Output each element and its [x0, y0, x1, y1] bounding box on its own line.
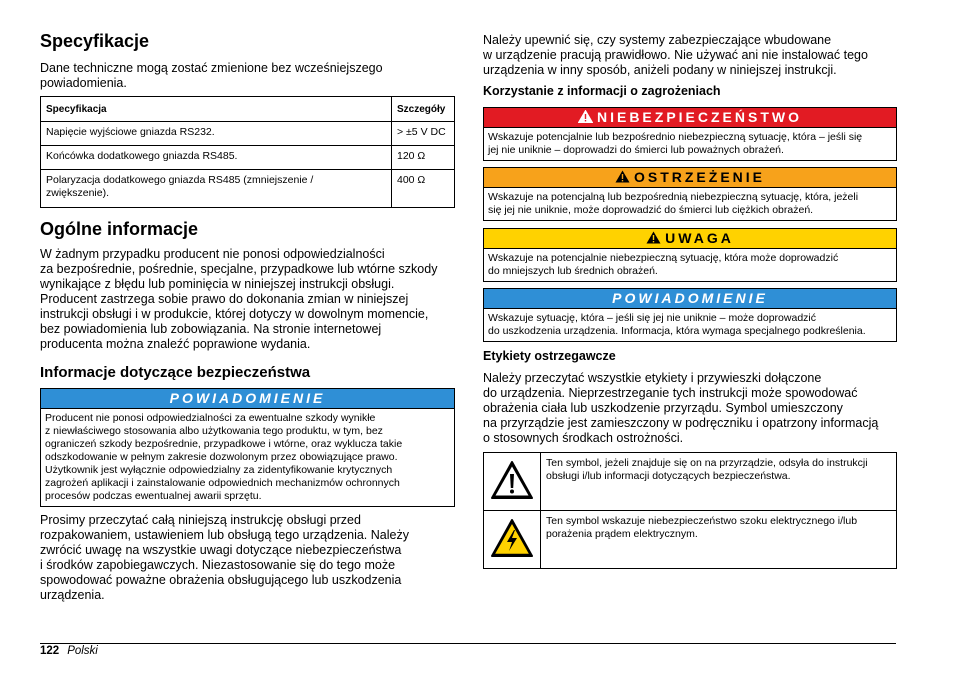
general-info-text: W żadnym przypadku producent nie ponosi odpowiedzialności za bezpośrednie, pośrednie, specjalne, przypadkowe lub wtórne szkody wynikające z błędu lub pominięcia w niniejszej instrukcji obsługi. Producent zastrzega sobie prawo do dokonania zmian w niniejszej instrukcji obsługi i w produkcie, której dotyczy w dowolnym momencie, bez powiadomienia lub zobowiązania. Na stronie internetowej producenta można znaleźć poprawione wydania. — [40, 247, 438, 351]
symbols-table — [483, 452, 897, 569]
safety-heading: Informacje dotyczące bezpieczeństwa — [40, 364, 311, 381]
table-cell-spec: Napięcie wyjściowe gniazda RS232. — [41, 122, 392, 146]
symbol-description: Ten symbol, jeżeli znajduje się on na przyrządzie, odsyła do instrukcji obsługi i/lub informacji dotyczących bezpieczeństwa. — [541, 453, 897, 511]
symbol-cell — [484, 511, 541, 569]
table-cell-spec: Polaryzacja dodatkowego gniazda RS485 (zmniejszenie / zwiększenie). — [41, 170, 392, 208]
table-row — [41, 122, 455, 146]
general-info-heading: Ogólne informacje — [40, 219, 199, 239]
notice-text: Wskazuje sytuację, która – jeśli się jej nie uniknie – może doprowadzić do uszkodzenia urządzenia. Informacja, która wymaga specjalnego podkreślenia. — [488, 312, 866, 337]
table-cell-detail: 400 Ω — [392, 170, 455, 208]
safety-intro-text: Należy upewnić się, czy systemy zabezpieczające wbudowane w urządzenie pracują prawidłowo. Nie używać ani nie instalować tego urządzenia w inny sposób, aniżeli podany w niniejszej instrukcji. — [483, 33, 868, 77]
warning-labels-heading: Etykiety ostrzegawcze — [483, 349, 616, 363]
notice-banner: POWIADOMIENIE — [41, 389, 454, 409]
electric-shock-icon — [490, 518, 534, 558]
table-row — [484, 511, 897, 569]
notice-box-right — [483, 288, 897, 342]
caution-banner: UWAGA — [484, 229, 896, 249]
table-cell-detail: > ±5 V DC — [392, 122, 455, 146]
table-cell-detail: 120 Ω — [392, 146, 455, 170]
general-warning-icon — [490, 460, 534, 500]
danger-banner: NIEBEZPIECZEŃSTWO — [484, 108, 896, 128]
warning-banner: OSTRZEŻENIE — [484, 168, 896, 188]
danger-text: Wskazuje potencjalnie lub bezpośrednio niebezpieczną sytuację, która – jeśli się jej nie uniknie – doprowadzi do śmierci lub poważnych obrażeń. — [488, 131, 863, 156]
read-manual-text: Prosimy przeczytać całą niniejszą instrukcję obsługi przed rozpakowaniem, ustawieniem lub obsługą tego urządzenia. Należy zwrócić uwagę na wszystkie uwagi dotyczące niebezpieczeństwa i środków zapobiegawczych. Niezastosowanie się do tego może spowodować poważne obrażenia obsługującego lub uszkodzenia urządzenia. — [40, 513, 409, 602]
hazard-info-heading: Korzystanie z informacji o zagrożeniach — [483, 84, 721, 98]
warning-box — [483, 167, 897, 221]
notice-banner: POWIADOMIENIE — [484, 289, 896, 309]
symbol-cell — [484, 453, 541, 511]
table-cell-spec: Końcówka dodatkowego gniazda RS485. — [41, 146, 392, 170]
language-label: Polski — [67, 645, 98, 657]
table-header-spec: Specyfikacja — [41, 97, 392, 122]
table-row — [41, 146, 455, 170]
specifications-intro: Dane techniczne mogą zostać zmienione bez wcześniejszego powiadomienia. — [40, 61, 383, 90]
symbol-description: Ten symbol wskazuje niebezpieczeństwo szoku elektrycznego i/lub porażenia prądem elektrycznym. — [541, 511, 897, 569]
specifications-table — [40, 96, 455, 208]
warning-triangle-icon — [578, 110, 593, 123]
danger-box — [483, 107, 897, 161]
notice-text: Producent nie ponosi odpowiedzialności za ewentualne szkody wynikłe z niewłaściwego stosowania albo użytkowania tego produktu, w tym, bez ograniczeń szkody bezpośrednie, przypadkowe i wtórne, oraz wyklucza takie odszkodowanie w pełnym zakresie dozwolonym przez obowiązujące prawo. Użytkownik jest wyłącznie odpowiedzialny za zidentyfikowanie krytycznych zagrożeń aplikacji i zainstalowanie odpowiednich mechanizmów ochronnych procesów podczas ewentualnej awarii sprzętu. — [45, 412, 403, 502]
warning-triangle-icon — [615, 170, 630, 183]
page-number: 122 — [40, 645, 60, 657]
caution-text: Wskazuje na potencjalnie niebezpieczną sytuację, która może doprowadzić do mniejszych lub średnich obrażeń. — [488, 252, 839, 277]
caution-box — [483, 228, 897, 282]
table-row — [484, 453, 897, 511]
table-header-row — [41, 97, 455, 122]
footer-divider — [40, 643, 896, 644]
notice-box — [40, 388, 455, 507]
specifications-heading: Specyfikacje — [40, 31, 150, 51]
warning-labels-text: Należy przeczytać wszystkie etykiety i przywieszki dołączone do urządzenia. Nieprzestrzeganie tych instrukcji może spowodować obrażenia ciała lub uszkodzenie przyrządu. Symbol umieszczony na przyrządzie jest zamieszczony w podręczniku i opatrzony informacją o stosownych środkach ostrożności. — [483, 371, 879, 445]
warning-text: Wskazuje na potencjalną lub bezpośrednią niebezpieczną sytuację, która, jeżeli się jej nie uniknie, może doprowadzić do śmierci lub ciężkich obrażeń. — [488, 191, 859, 216]
table-row — [41, 170, 455, 208]
warning-triangle-icon — [646, 231, 661, 244]
page-footer — [40, 644, 98, 658]
table-header-detail: Szczegóły — [392, 97, 455, 122]
